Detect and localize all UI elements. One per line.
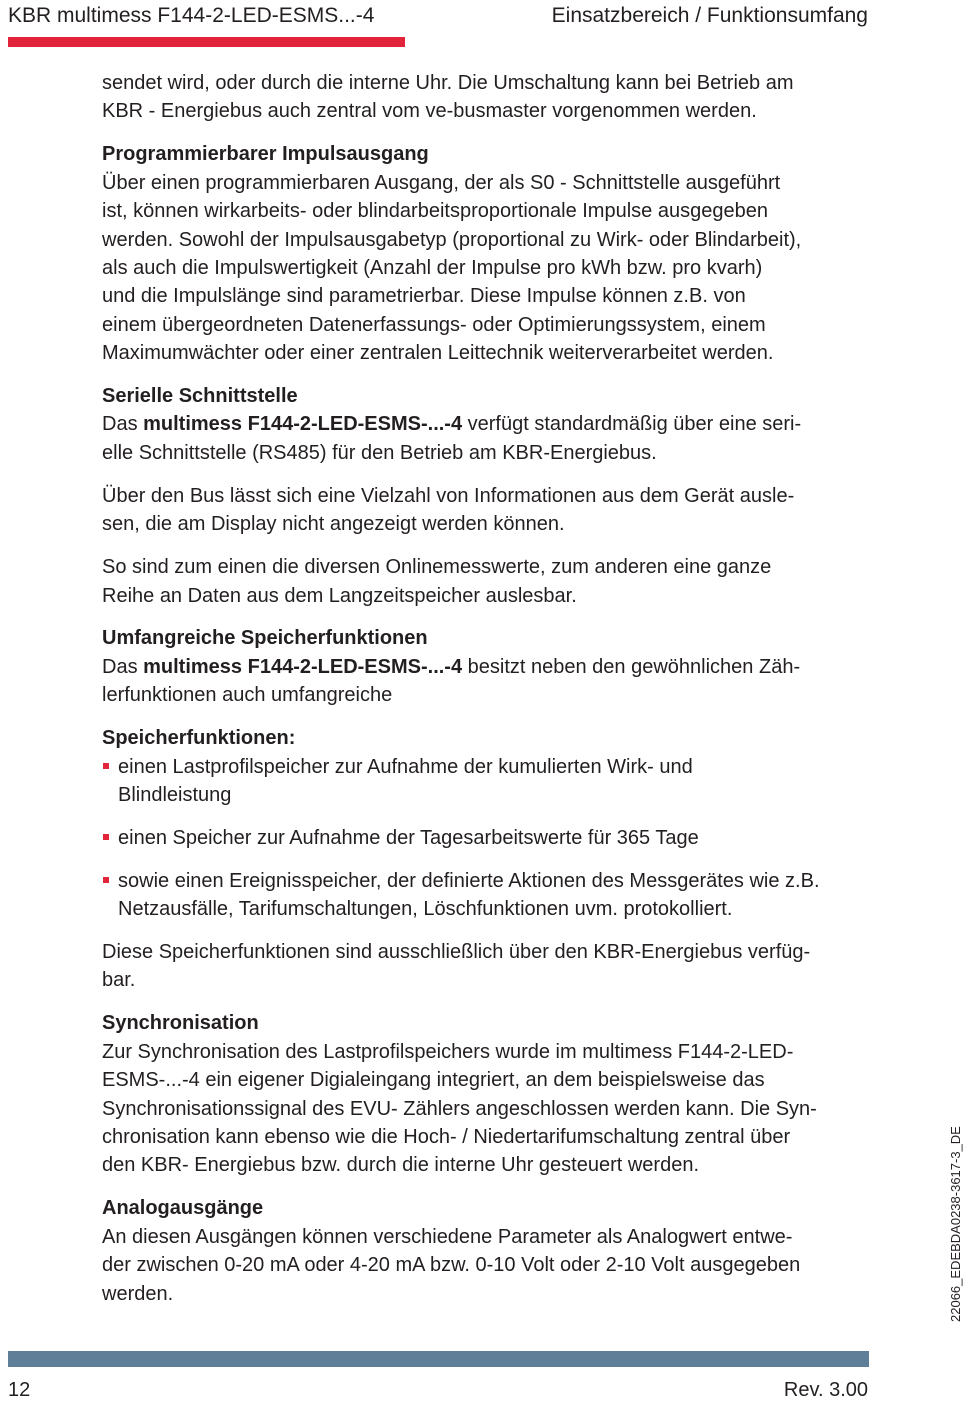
sync-section: Synchronisation Zur Synchronisation des Lastprofilspeichers wurde im multimess F144-2-LED- ESMS-...-4 ein eigener Digialeingang integriert, an dem beispielsweise das Synchronisationssignal des EVU- Zählers angeschlossen werden kann. Die Syn- chronisation kann ebenso wie die Hoch- / Niedertarifumschaltung zentral über den KBR- Energiebus bzw. durch die interne Uhr gesteuert werden. (102, 1012, 817, 1177)
bullet-icon (103, 763, 109, 769)
section-heading: Programmierbarer Impulsausgang (102, 143, 429, 166)
analog-section: Analogausgänge An diesen Ausgängen können verschiedene Parameter als Analogwert entwe- der zwischen 0-20 mA oder 4-20 mA bzw. 0-10 Volt oder 2-10 Volt ausgegeben werden. (102, 1197, 801, 1305)
section-title: Einsatzbereich / Funktionsumfang (551, 4, 868, 27)
section-heading: Serielle Schnittstelle (102, 385, 298, 408)
bullet-icon (103, 877, 109, 883)
header-accent-bar (8, 37, 405, 47)
speicher-subheading-block (102, 724, 874, 752)
online-paragraph: So sind zum einen die diversen Onlinemesswerte, zum anderen eine ganze Reihe an Daten aus dem Langzeitspeicher auslesbar. (102, 556, 772, 607)
list-item: einen Speicher zur Aufnahme der Tagesarbeitswerte für 365 Tage (102, 824, 874, 852)
list-item: einen Lastprofilspeicher zur Aufnahme der kumulierten Wirk- und Blindleistung (102, 753, 874, 810)
revision-label: Rev. 3.00 (783, 1379, 868, 1401)
bullet-icon (103, 834, 109, 840)
page-number: 12 (8, 1379, 31, 1401)
product-name: multimess F144-2-LED-ESMS-...-4 (143, 655, 463, 678)
seriell-section: Serielle Schnittstelle Das multimess F144-2-LED-ESMS-...-4 verfügt standardmäßig über eine seri- elle Schnittstelle (RS485) für den Betrieb am KBR-Energiebus. (102, 385, 802, 464)
speicher-closing: Diese Speicherfunktionen sind ausschließlich über den KBR-Energiebus verfüg- bar. (102, 941, 811, 992)
subheading: Speicherfunktionen: (102, 727, 296, 750)
product-name: multimess F144-2-LED-ESMS-...-4 (143, 413, 463, 436)
section-heading: Analogausgänge (102, 1197, 264, 1220)
bus-paragraph: Über den Bus lässt sich eine Vielzahl von Informationen aus dem Gerät ausle- sen, die am Display nicht angezeigt werden können. (102, 484, 795, 536)
footer-bar (8, 1351, 869, 1367)
impuls-section: Programmierbarer Impulsausgang Über einen programmierbaren Ausgang, der als S0 - Schnittstelle ausgeführt ist, können wirkarbeits- oder blindarbeitsproportionale Impulse ausgegeben werden. Sowohl der Impulsausgabetyp (proportional zu Wirk- oder Blindarbeit), als auch die Impulswertigkeit (Anzahl der Impulse pro kWh bzw. pro kvarh) und die Impulslänge sind parametrierbar. Diese Impulse können z.B. von einem übergeordneten Datenerfassungs- oder Optimierungssystem, einem Maximumwächter oder einer zentralen Leittechnik weiterverarbeitet werden. (102, 143, 802, 365)
section-heading: Umfangreiche Speicherfunktionen (102, 627, 428, 650)
page-content (102, 69, 874, 1322)
section-heading: Synchronisation (102, 1012, 259, 1035)
bullet-list (102, 753, 874, 924)
document-code: 22066_EDEBDA0238-3617-3_DE (948, 1126, 963, 1322)
document-title: KBR multimess F144-2-LED-ESMS...-4 (8, 4, 375, 27)
intro-paragraph: sendet wird, oder durch die interne Uhr. Die Umschaltung kann bei Betrieb am KBR - Energiebus auch zentral vom ve-busmaster vorgenommen werden. (102, 72, 794, 123)
speicher-section: Umfangreiche Speicherfunktionen Das multimess F144-2-LED-ESMS-...-4 besitzt neben den gewöhnlichen Zäh- lerfunktionen auch umfangreiche (102, 627, 801, 707)
list-item: sowie einen Ereignisspeicher, der definierte Aktionen des Messgerätes wie z.B. Netzausfälle, Tarifumschaltungen, Löschfunktionen uvm. protokolliert. (102, 867, 874, 924)
